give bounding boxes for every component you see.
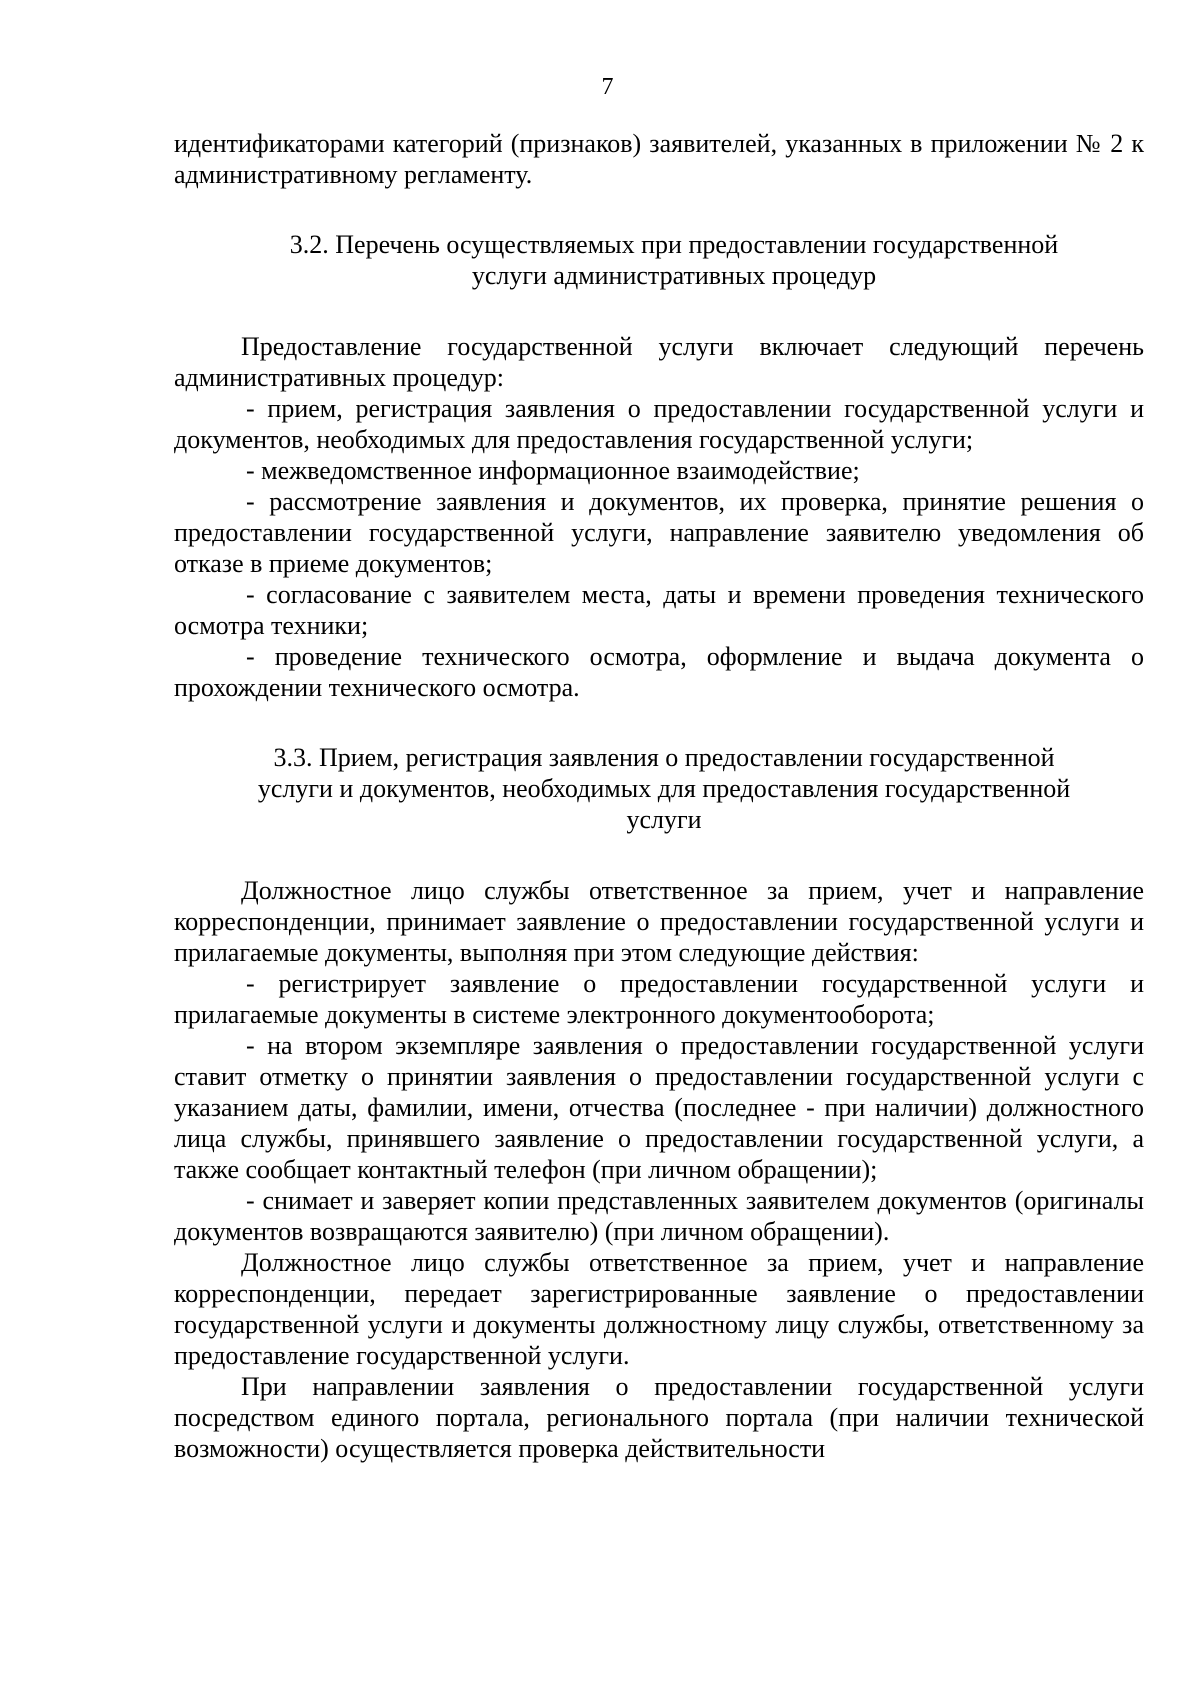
section-3-3-paragraph: Должностное лицо службы ответственное за прием, учет и направление корреспонденции, передает зарегистрированные заявление о предоставлении государственной услуги и документы должностному лицу службы, ответственному за предоставление государственной услуги. — [174, 1248, 1144, 1370]
section-3-3-heading-line: услуги и документов, необходимых для предоставления государственной — [257, 774, 1071, 803]
action-list-item: - регистрирует заявление о предоставлении государственной услуги и прилагаемые документы в системе электронного документооборота; — [174, 969, 1144, 1029]
intro-paragraph: идентификаторами категорий (признаков) заявителей, указанных в приложении № 2 к административному регламенту. — [174, 129, 1144, 189]
section-3-2-heading — [194, 229, 1154, 291]
document-body — [174, 128, 1144, 1464]
section-3-2-heading-line: услуги административных процедур — [471, 261, 877, 290]
page-number: 7 — [601, 74, 614, 100]
procedure-list-item: - прием, регистрация заявления о предоставлении государственной услуги и документов, необходимых для предоставления государственной услуги; — [174, 394, 1144, 454]
procedure-list-item: - межведомственное информационное взаимодействие; — [246, 456, 860, 485]
action-list-item: - снимает и заверяет копии представленных заявителем документов (оригиналы документов возвращаются заявителю) (при личном обращении). — [174, 1186, 1144, 1246]
section-3-3-paragraph: Должностное лицо службы ответственное за прием, учет и направление корреспонденции, принимает заявление о предоставлении государственной услуги и прилагаемые документы, выполняя при этом следующие действия: — [174, 876, 1144, 967]
procedure-list-item: - проведение технического осмотра, оформление и выдача документа о прохождении технического осмотра. — [174, 642, 1144, 702]
section-3-3-paragraph: При направлении заявления о предоставлении государственной услуги посредством единого портала, регионального портала (при наличии технической возможности) осуществляется проверка действительности — [174, 1372, 1144, 1463]
action-list-item: - на втором экземпляре заявления о предоставлении государственной услуги ставит отметку о принятии заявления о предоставлении государственной услуги с указанием даты, фамилии, имени, отчества (последнее - при наличии) должностного лица службы, принявшего заявление о предоставлении государственной услуги, а также сообщает контактный телефон (при личном обращении); — [174, 1031, 1144, 1184]
section-3-2-lead-paragraph: Предоставление государственной услуги включает следующий перечень административных процедур: — [174, 332, 1144, 392]
procedure-list-item: - согласование с заявителем места, даты и времени проведения технического осмотра техники; — [174, 580, 1144, 640]
section-3-3-heading — [184, 742, 1144, 835]
section-3-2-heading-line: 3.2. Перечень осуществляемых при предоставлении государственной — [289, 230, 1059, 259]
section-3-3-heading-line: 3.3. Прием, регистрация заявления о предоставлении государственной — [273, 743, 1055, 772]
section-3-3-heading-line: услуги — [626, 805, 702, 834]
procedure-list-item: - рассмотрение заявления и документов, их проверка, принятие решения о предоставлении государственной услуги, направление заявителю уведомления об отказе в приеме документов; — [174, 487, 1144, 578]
